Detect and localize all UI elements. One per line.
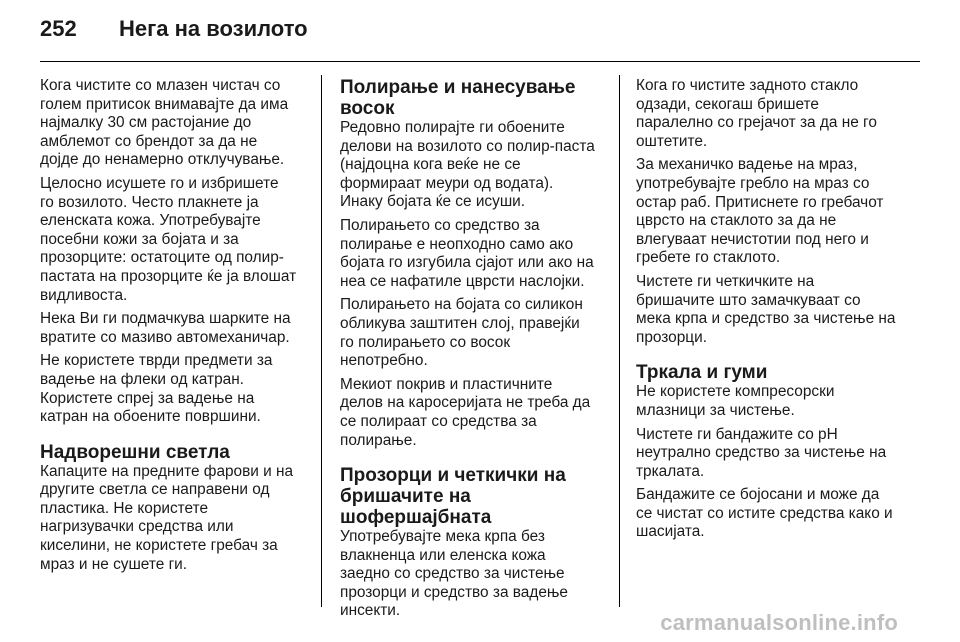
paragraph: Капаците на предните фарови и на другите светла се направени од пластика. Не користете нагризувачки средства или киселини, не користете гребач за мраз и не сушете ги. — [40, 462, 294, 573]
column-divider — [619, 75, 620, 607]
watermark: carmanualsonline.info — [660, 610, 898, 635]
paragraph: Употребувајте мека крпа без влакненца или еленска кожа заедно со средство за чистење прозорци и средство за вадење инсекти. — [340, 528, 568, 620]
paragraph: Нека Ви ги подмачкува шарките на вратите со мазиво автомеханичар. — [40, 310, 291, 346]
text-column-2 — [340, 77, 605, 626]
paragraph: Бандажите се бојосани и може да се чистат со истите средства како и шасијата. — [636, 486, 893, 541]
column-divider — [321, 75, 322, 607]
heading-exterior-lights: Надворешни светла — [40, 441, 230, 463]
heading-wheels-tyres: Тркала и гуми — [636, 362, 768, 384]
text-column-3 — [636, 77, 906, 547]
paragraph: Редовно полирајте ги обоените делови на возилото со полир-паста (најдоцна кога веќе не се формираат меури од водата). Инаку бојата ќе се исуши. — [340, 119, 595, 211]
paragraph: Кога го чистите задното стакло одзади, секогаш бришете паралелно со грејачот за да не го оштетите. — [636, 77, 877, 150]
paragraph: Не користете компресорски млазници за чистење. — [636, 383, 835, 419]
heading-windows-wipers: Прозорци и четкички на бришачите на шофершајбната — [340, 465, 566, 529]
paragraph: Мекиот покрив и пластичните делов на каросеријата не треба да се полираат со средства за полирање. — [340, 375, 591, 449]
paragraph: Чистете ги четкичките на бришачите што замачкуваат со мека крпа и средство за чистење на прозорци. — [636, 272, 896, 346]
page-number: 252 — [40, 16, 77, 41]
paragraph: Кога чистите со млазен чистач со голем притисок внимавајте да има најмалку 30 см растојание до амблемот со брендот за да не дојде до ненамерно отклучување. — [40, 77, 289, 169]
text-column-1 — [40, 77, 305, 579]
paragraph: Чистете ги бандажите со pH неутрално средство за чистење на тркалата. — [636, 425, 887, 480]
header-rule — [40, 61, 920, 62]
paragraph: Полирањето на бојата со силикон обликува заштитен слој, правејќи го полирањето со восок непотребно. — [340, 296, 583, 370]
page-header — [40, 16, 308, 46]
paragraph: Не користете тврди предмети за вадење на флеки од катран. Користете спреј за вадење на катран на обоените површини. — [40, 352, 273, 426]
paragraph: Целосно исушете го и избришете го возилото. Често плакнете ја еленската кожа. Употребувајте посебни кожи за бојата и за прозорците: остатоците од полир- пастата на прозорците ќе ја влошат видливоста. — [40, 174, 297, 304]
paragraph: За механичко вадење на мраз, употребувајте гребло на мраз со остар раб. Притиснете го гребачот цврсто на стаклото за да не влегуваат нечистотии под него и гребете го стаклото. — [636, 156, 884, 267]
section-title: Нега на возилото — [119, 16, 308, 41]
heading-polishing: Полирање и нанесување восок — [340, 77, 576, 119]
paragraph: Полирањето со средство за полирање е неопходно само ако бојата го изгубила сјајот или ако на неа се нафатиле цврсти наслојки. — [340, 216, 594, 290]
